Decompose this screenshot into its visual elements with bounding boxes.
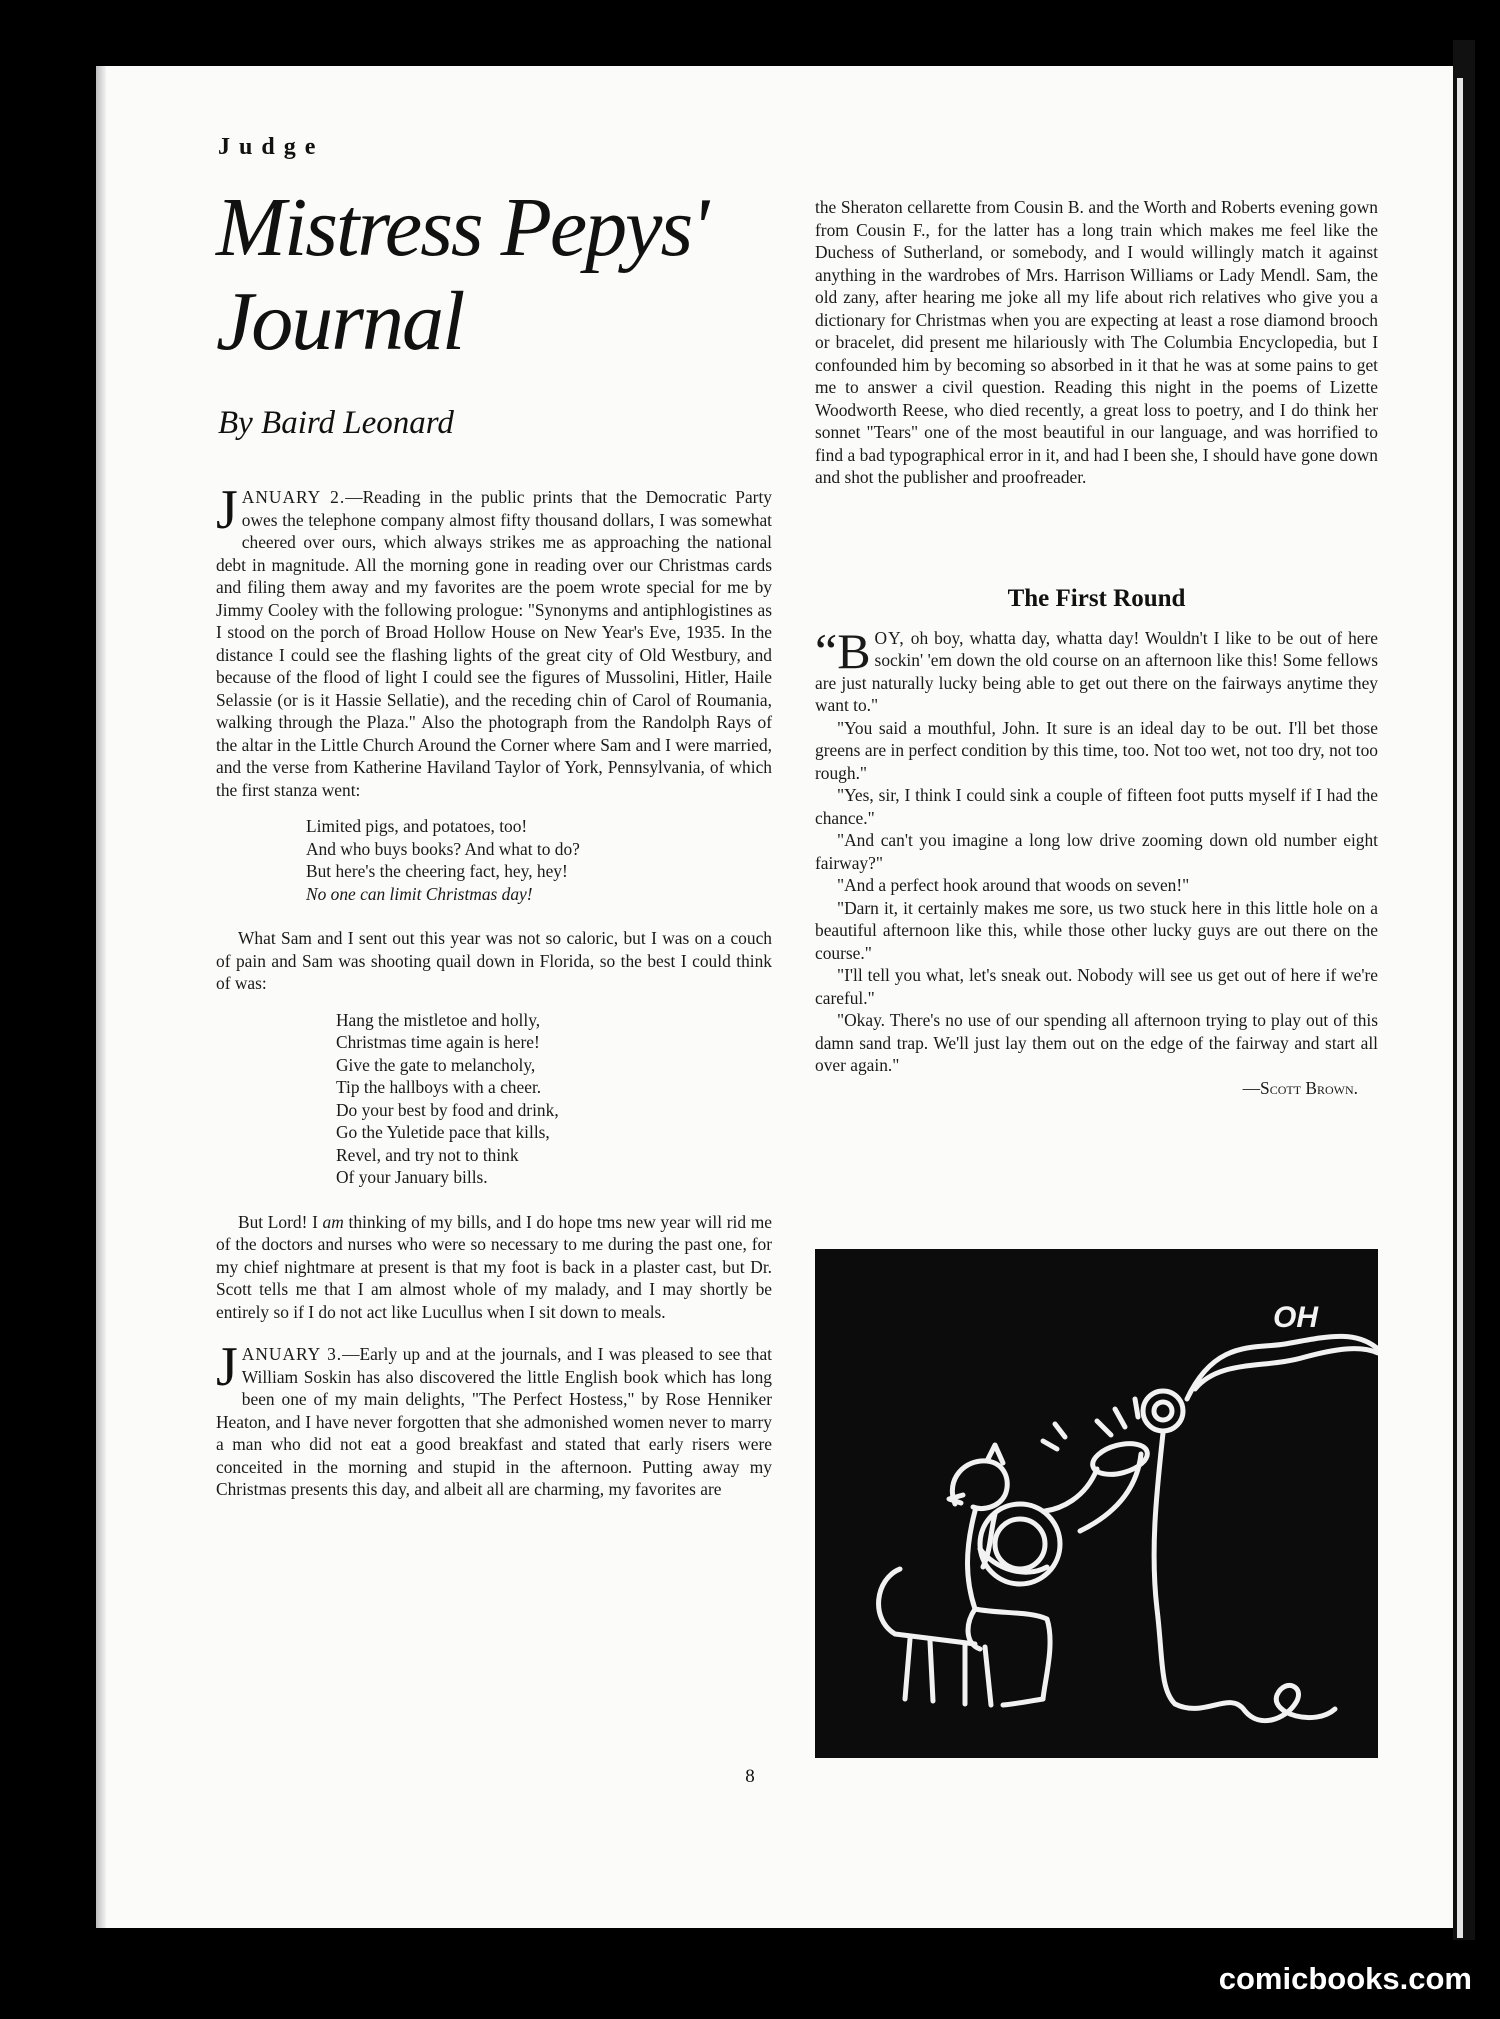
story-lead: OY, [874, 627, 905, 648]
tuba-player-drawing [815, 1249, 1378, 1758]
author-name: —Scott Brown. [1242, 1077, 1358, 1098]
verse-line: And who buys books? And what to do? [306, 838, 580, 859]
verse-line: Revel, and try not to think [336, 1144, 519, 1165]
text-run: But Lord! I [238, 1211, 323, 1232]
story-paragraph: "Yes, sir, I think I could sink a couple of fifteen foot putts myself if I had the chance." [815, 785, 1378, 828]
continued-text: the Sheraton cellarette from Cousin B. and the Worth and Roberts evening gown from Cousin F., for the latter has a long train which makes me feel like the Duchess of Sutherland, or somebody, and I would willingly match it against anything in the wardrobes of Mrs. Harrison Williams or Lady Mendl. Sam, the old zany, after hearing me joke all my life about rich relatives who give you a dictionary for Christmas when you are expecting at least a rose diamond brooch or bracelet, did present me hilariously with The Columbia Encyclopedia, but I confounded him by becoming so absorbed in it that he was at some pains to get me to answer a civil question. Reading this night in the poems of Lizette Woodworth Reese, who died recently, a great loss to poetry, and I do think her sonnet "Tears" one of the most beautiful in our language, and was horrified to find a bad typographical error in it, and had I been she, I should have gone down and shot the publisher and proofreader. [815, 197, 1378, 487]
verse-line: Do your best by food and drink, [336, 1099, 559, 1120]
verse-line: No one can limit Christmas day! [306, 883, 533, 904]
story-signature [815, 1077, 1358, 1100]
story-paragraph: "And a perfect hook around that woods on seven!" [837, 875, 1190, 895]
story-paragraph: "And can't you imagine a long low drive zooming down old number eight fairway?" [815, 830, 1378, 873]
emphasis: am [322, 1211, 344, 1232]
right-column [815, 196, 1378, 1099]
site-watermark: comicbooks.com [1218, 1961, 1472, 1996]
entry-date: ANUARY 3. [241, 1344, 343, 1364]
verse-line: Tip the hallboys with a cheer. [336, 1077, 542, 1097]
title-line-2: Journal [216, 275, 464, 368]
section-kicker: Judge [218, 134, 325, 160]
paragraph [216, 1211, 772, 1324]
text-run: thinking of my bills, and I do hope tms new year will rid me of the doctors and nurses who were so necessary to me during the past one, for my chief nightmare at present is that my foot is back in a plaster cast, but Dr. Scott tells me that I am almost whole of my malady, and I may shortly be entirely so if I do not act like Lucullus when I sit down to meals. [216, 1211, 772, 1322]
verse-line: Limited pigs, and potatoes, too! [306, 816, 528, 836]
verse-line: But here's the cheering fact, hey, hey! [306, 861, 568, 881]
cartoon-illustration [815, 1249, 1378, 1758]
story-paragraph: "Darn it, it certainly makes me sore, us two stuck here in this little hole on a beautiful afternoon like this, while those other lucky guys are out there on the course." [815, 897, 1378, 963]
verse-christmas [216, 1009, 772, 1189]
verse-line: Of your January bills. [336, 1167, 488, 1187]
verse-line: Give the gate to melancholy, [336, 1054, 536, 1075]
byline: By Baird Leonard [218, 405, 454, 441]
entry-jan-2 [216, 479, 772, 801]
drop-cap: J [216, 479, 238, 541]
entry-text: —Reading in the public prints that the Democratic Party owes the telephone company almost fifty thousand dollars, I was somewhat cheered over ours, which always strikes me as approaching the national debt in magnitude. All the morning gone in reading over our Christmas cards and filing them away and my favorites are the poem wrote special for me by Jimmy Cooley with the following prologue: "Synonyms and antiphlogistines as I stood on the porch of Broad Hollow House on New Year's Eve, 1935. In the distance I could see the flashing lights of the great city of Old Westbury, and because of the flood of light I could see the figures of Mussolini, Hitler, Haile Selassie (or is it Hassie Sellatie), and the receding chin of Carol of Roumania, walking through the Plaza." Also the photograph from the Randolph Rays of the altar in the Little Church Around the Corner where Sam and I were married, and the verse from Katherine Haviland Taylor of York, Pennsylvania, of which the first stanza went: [216, 487, 772, 800]
speech-text: OH [1273, 1301, 1318, 1334]
entry-jan-3 [216, 1336, 773, 1501]
entry-date: ANUARY 2. [241, 487, 346, 507]
title-line-1: Mistress Pepys' [216, 181, 708, 274]
microphone-icon [1143, 1391, 1183, 1431]
story-paragraph: "I'll tell you what, let's sneak out. Nobody will see us get out of here if we're careful." [815, 965, 1378, 1008]
story-paragraph [815, 622, 1378, 717]
story-paragraph: "Okay. There's no use of our spending all afternoon trying to play out of this damn sand trap. We'll just lay them out on the edge of the fairway and start all over again." [815, 1010, 1378, 1075]
story-paragraph: "You said a mouthful, John. It sure is an ideal day to be out. I'll bet those greens are in perfect condition by this time, too. Not too wet, not too dry, not too rough." [815, 717, 1378, 783]
page-spine-shadow [96, 66, 106, 1928]
verse-line: Hang the mistletoe and holly, [336, 1009, 541, 1030]
entry-text: —Early up and at the journals, and I was pleased to see that William Soskin has also discovered the little English book which has long been one of my main delights, "The Perfect Hostess," by Rose Henniker Heaton, and I have never forgotten that she admonished women never to marry a man who did not eat a good breakfast and stated that early risers were conceited in the morning and stupid in the afternoon. Putting away my Christmas presents this day, and albeit all are charming, my favorites are [216, 1344, 773, 1499]
story-title: The First Round [1007, 584, 1186, 612]
verse-taylor [216, 815, 772, 905]
left-column [216, 134, 772, 1501]
drop-cap: “B [815, 622, 871, 679]
verse-line: Christmas time again is here! [336, 1032, 540, 1052]
facing-page-edge [1453, 40, 1475, 1940]
text-run: oh boy, whatta day, whatta day! Wouldn't I like to be out of here sockin' 'em down the old course on an afternoon like this! Some fellows are just naturally lucky being able to get out there on the fairways anytime they want to." [815, 627, 1378, 715]
drop-cap: J [216, 1336, 238, 1398]
article-title [216, 181, 772, 369]
paragraph: What Sam and I sent out this year was not so caloric, but I was on a couch of pain and Sam was shooting quail down in Florida, so the best I could think of was: [216, 928, 772, 993]
verse-line: Go the Yuletide pace that kills, [336, 1122, 550, 1142]
page-number: 8 [745, 1766, 755, 1787]
